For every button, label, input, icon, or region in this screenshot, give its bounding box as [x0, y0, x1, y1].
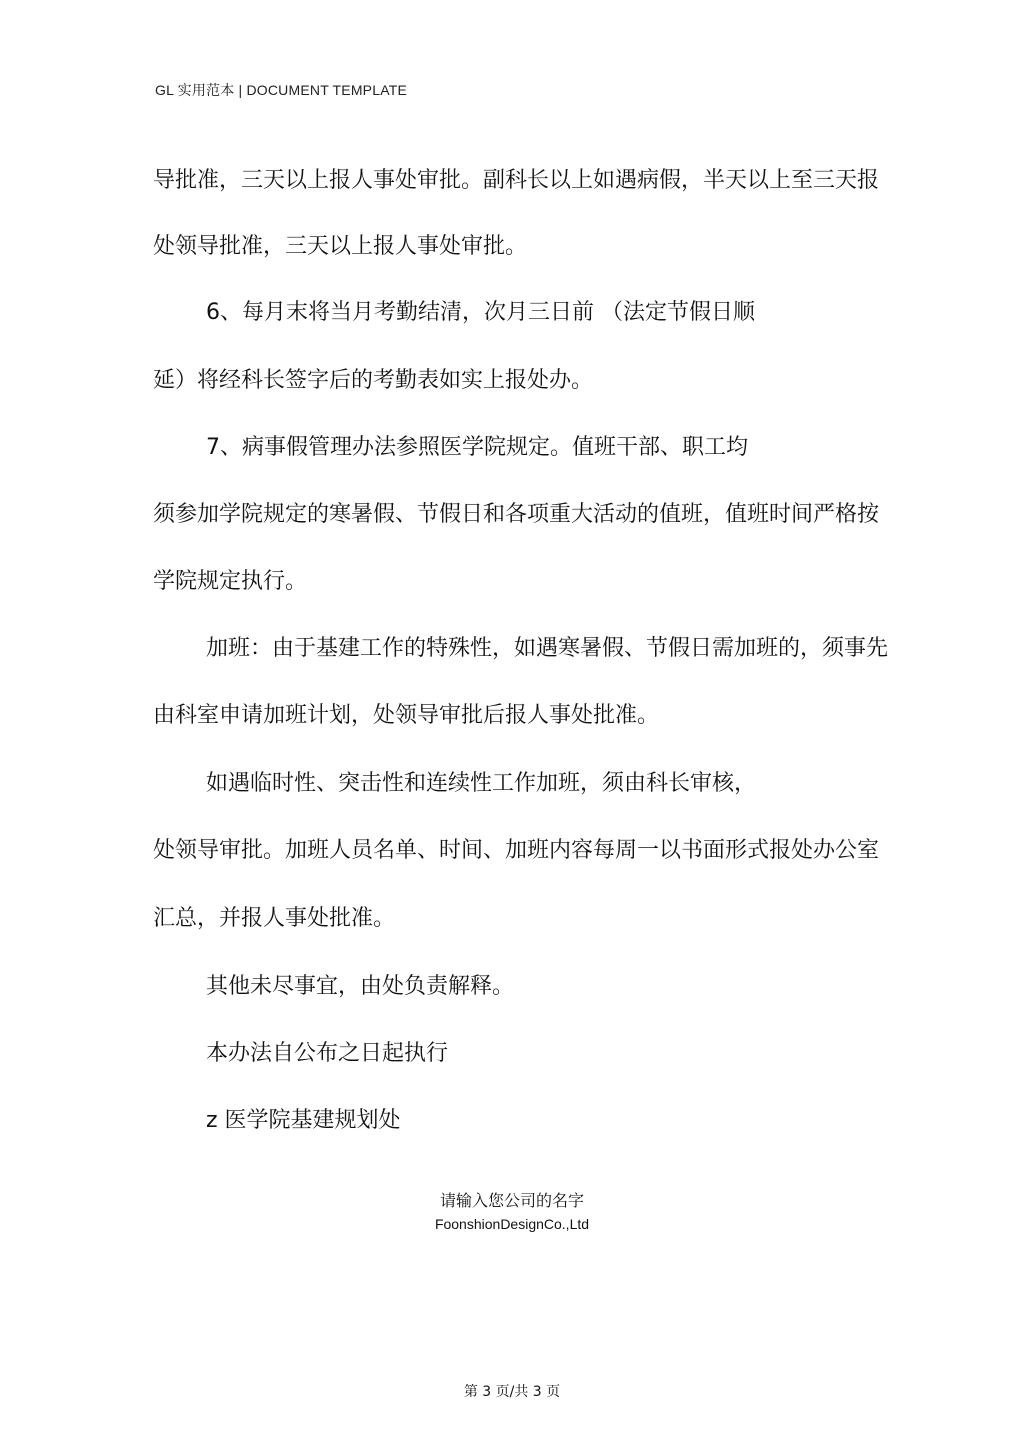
body-line-1: 导批准，三天以上报人事处审批。副科长以上如遇病假，半天以上至三天报	[153, 168, 880, 193]
body-line-8: 加班：由于基建工作的特殊性，如遇寒暑假、节假日需加班的，须事先	[206, 636, 889, 661]
signature-line: z 医学院基建规划处	[206, 1108, 401, 1133]
body-line-10: 如遇临时性、突击性和连续性工作加班，须由科长审核，	[206, 771, 757, 796]
body-line-7: 学院规定执行。	[153, 569, 308, 594]
body-line-5: 7、病事假管理办法参照医学院规定。值班干部、职工均	[206, 435, 748, 460]
body-line-13: 其他未尽事宜，由处负责解释。	[206, 974, 515, 999]
body-line-11: 处领导审批。加班人员名单、时间、加班内容每周一以书面形式报处办公室	[153, 838, 880, 863]
body-line-4: 延）将经科长签字后的考勤表如实上报处办。	[153, 368, 594, 393]
body-line-2: 处领导批准，三天以上报人事处审批。	[153, 234, 528, 259]
body-line-3: 6、每月末将当月考勤结清，次月三日前 （法定节假日顺	[206, 300, 755, 325]
body-line-14: 本办法自公布之日起执行	[206, 1041, 449, 1066]
page-number: 第 3 页/共 3 页	[463, 1384, 561, 1400]
body-line-9: 由科室申请加班计划，处领导审批后报人事处批准。	[153, 703, 660, 728]
body-line-6: 须参加学院规定的寒暑假、节假日和各项重大活动的值班，值班时间严格按	[153, 502, 880, 527]
document-header: GL 实用范本 | DOCUMENT TEMPLATE	[155, 82, 407, 98]
company-english-name: FoonshionDesignCo.,Ltd	[434, 1216, 590, 1232]
company-name: 请输入您公司的名字	[439, 1191, 584, 1210]
body-line-12: 汇总，并报人事处批准。	[153, 906, 396, 931]
